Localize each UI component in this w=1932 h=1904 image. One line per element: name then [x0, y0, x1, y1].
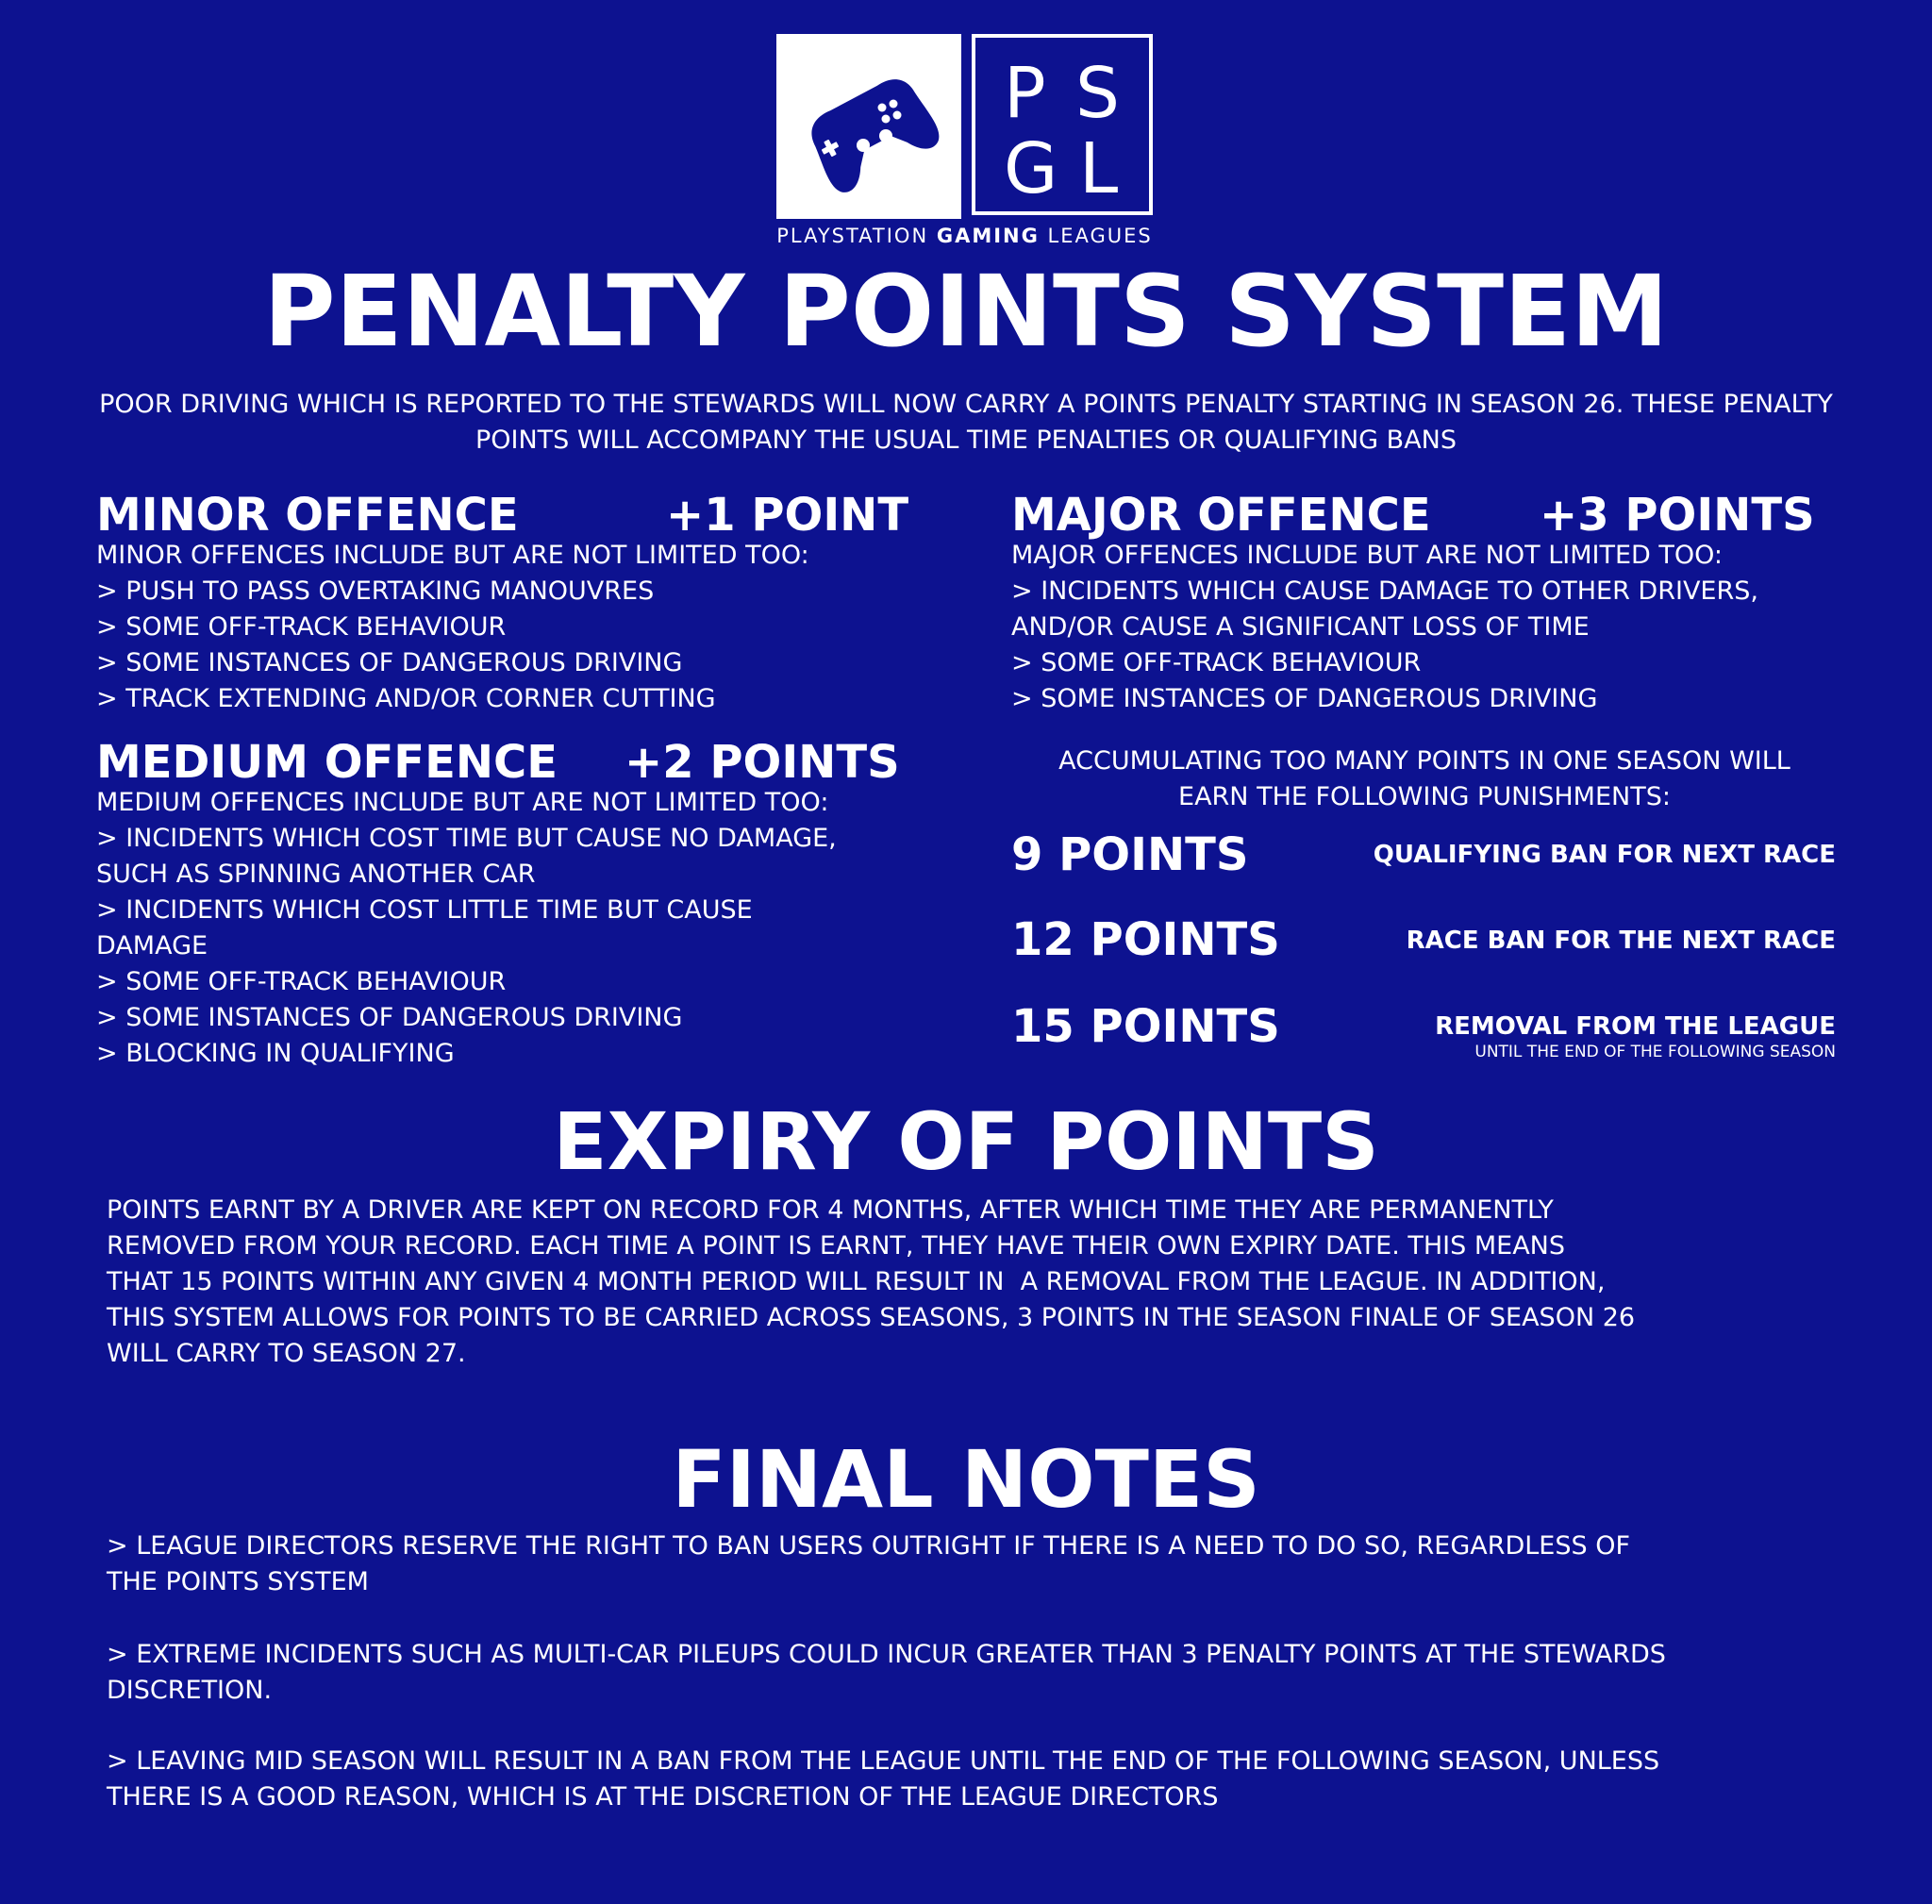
list-item: > PUSH TO PASS OVERTAKING MANOUVRES [96, 576, 655, 606]
list-item: > SOME OFF-TRACK BEHAVIOUR [1011, 648, 1422, 677]
minor-offence-list [96, 538, 809, 717]
medium-offence-heading: MEDIUM OFFENCE +2 POINTS [96, 736, 900, 789]
list-item: > SOME OFF-TRACK BEHAVIOUR [96, 967, 507, 996]
list-item: SUCH AS SPINNING ANOTHER CAR [96, 860, 536, 889]
logo-letter-g: G [1004, 128, 1058, 209]
logo-letter-p: P [1004, 53, 1046, 134]
list-item: > SOME INSTANCES OF DANGEROUS DRIVING [96, 1003, 683, 1032]
medium-offence-points: +2 POINTS [625, 736, 900, 789]
list-item: DAMAGE [96, 931, 208, 960]
list-item: > SOME INSTANCES OF DANGEROUS DRIVING [1011, 684, 1598, 713]
list-item: > INCIDENTS WHICH COST TIME BUT CAUSE NO DAMAGE, [96, 824, 837, 853]
final-note-2: > EXTREME INCIDENTS SUCH AS MULTI-CAR PILEUPS COULD INCUR GREATER THAN 3 PENALTY POINTS AT THE STEWARDS DISCRETION. [107, 1640, 1666, 1705]
logo-tagline: PLAYSTATION GAMING LEAGUES [776, 225, 1153, 247]
list-item: > INCIDENTS WHICH CAUSE DAMAGE TO OTHER DRIVERS, [1011, 576, 1758, 606]
logo-letter-s: S [1075, 53, 1120, 134]
expiry-heading: EXPIRY OF POINTS [553, 1095, 1379, 1188]
list-item: MINOR OFFENCES INCLUDE BUT ARE NOT LIMITED TOO: [96, 541, 809, 570]
list-item: > INCIDENTS WHICH COST LITTLE TIME BUT CAUSE [96, 895, 753, 925]
punishment-desc-15: REMOVAL FROM THE LEAGUE [1435, 1012, 1836, 1041]
minor-offence-heading: MINOR OFFENCE +1 POINT [96, 489, 909, 542]
page-title: PENALTY POINTS SYSTEM [263, 254, 1669, 369]
punishment-desc-9: QUALIFYING BAN FOR NEXT RACE [1373, 841, 1836, 869]
logo-psgl-box [972, 34, 1153, 215]
list-item: MAJOR OFFENCES INCLUDE BUT ARE NOT LIMITED TOO: [1011, 541, 1723, 570]
list-item: > SOME OFF-TRACK BEHAVIOUR [96, 612, 507, 642]
list-item: > BLOCKING IN QUALIFYING [96, 1039, 455, 1068]
punishment-points-9: 9 POINTS [1011, 828, 1249, 881]
major-offence-list [1011, 538, 1758, 717]
medium-offence-list [96, 785, 837, 1072]
minor-offence-points: +1 POINT [666, 489, 909, 542]
punishment-sub-15: UNTIL THE END OF THE FOLLOWING SEASON [1474, 1043, 1836, 1061]
final-note-1: > LEAGUE DIRECTORS RESERVE THE RIGHT TO BAN USERS OUTRIGHT IF THERE IS A NEED TO DO SO, REGARDLESS OF THE POINTS SYSTEM [107, 1531, 1631, 1596]
final-note-3: > LEAVING MID SEASON WILL RESULT IN A BAN FROM THE LEAGUE UNTIL THE END OF THE FOLLOWING SEASON, UNLESS THERE IS A GOOD REASON, WHICH IS AT THE DISCRETION OF THE LEAGUE DIRECTORS [107, 1746, 1660, 1812]
logo-gamepad-panel [776, 34, 961, 219]
major-offence-heading: MAJOR OFFENCE +3 POINTS [1011, 489, 1815, 542]
punishment-points-12: 12 POINTS [1011, 913, 1280, 966]
gamepad-icon [776, 34, 961, 219]
list-item: AND/OR CAUSE A SIGNIFICANT LOSS OF TIME [1011, 612, 1590, 642]
list-item: > SOME INSTANCES OF DANGEROUS DRIVING [96, 648, 683, 677]
logo-letter-l: L [1079, 128, 1119, 209]
major-offence-points: +3 POINTS [1540, 489, 1815, 542]
expiry-text: POINTS EARNT BY A DRIVER ARE KEPT ON RECORD FOR 4 MONTHS, AFTER WHICH TIME THEY ARE PERMANENTLY REMOVED FROM YOUR RECORD. EACH TIME A POINT IS EARNT, THEY HAVE THEIR OWN EXPIRY DATE. THIS MEANS THAT 15 POINTS WITHIN ANY GIVEN 4 MONTH PERIOD WILL RESULT IN A REMOVAL FROM THE LEAGUE. IN ADDITION, THIS SYSTEM ALLOWS FOR POINTS TO BE CARRIED ACROSS SEASONS, 3 POINTS IN THE SEASON FINALE OF SEASON 26 WILL CARRY TO SEASON 27. [107, 1195, 1636, 1368]
list-item: > TRACK EXTENDING AND/OR CORNER CUTTING [96, 684, 716, 713]
accumulation-text: ACCUMULATING TOO MANY POINTS IN ONE SEASON WILL EARN THE FOLLOWING PUNISHMENTS: [1058, 746, 1790, 811]
punishment-desc-12: RACE BAN FOR THE NEXT RACE [1406, 927, 1836, 955]
punishment-points-15: 15 POINTS [1011, 1000, 1280, 1053]
list-item: MEDIUM OFFENCES INCLUDE BUT ARE NOT LIMITED TOO: [96, 788, 829, 817]
intro-text: POOR DRIVING WHICH IS REPORTED TO THE STEWARDS WILL NOW CARRY A POINTS PENALTY STARTING IN SEASON 26. THESE PENALTY POINTS WILL ACCOMPANY THE USUAL TIME PENALTIES OR QUALIFYING BANS [99, 390, 1833, 455]
final-notes-heading: FINAL NOTES [672, 1433, 1260, 1526]
